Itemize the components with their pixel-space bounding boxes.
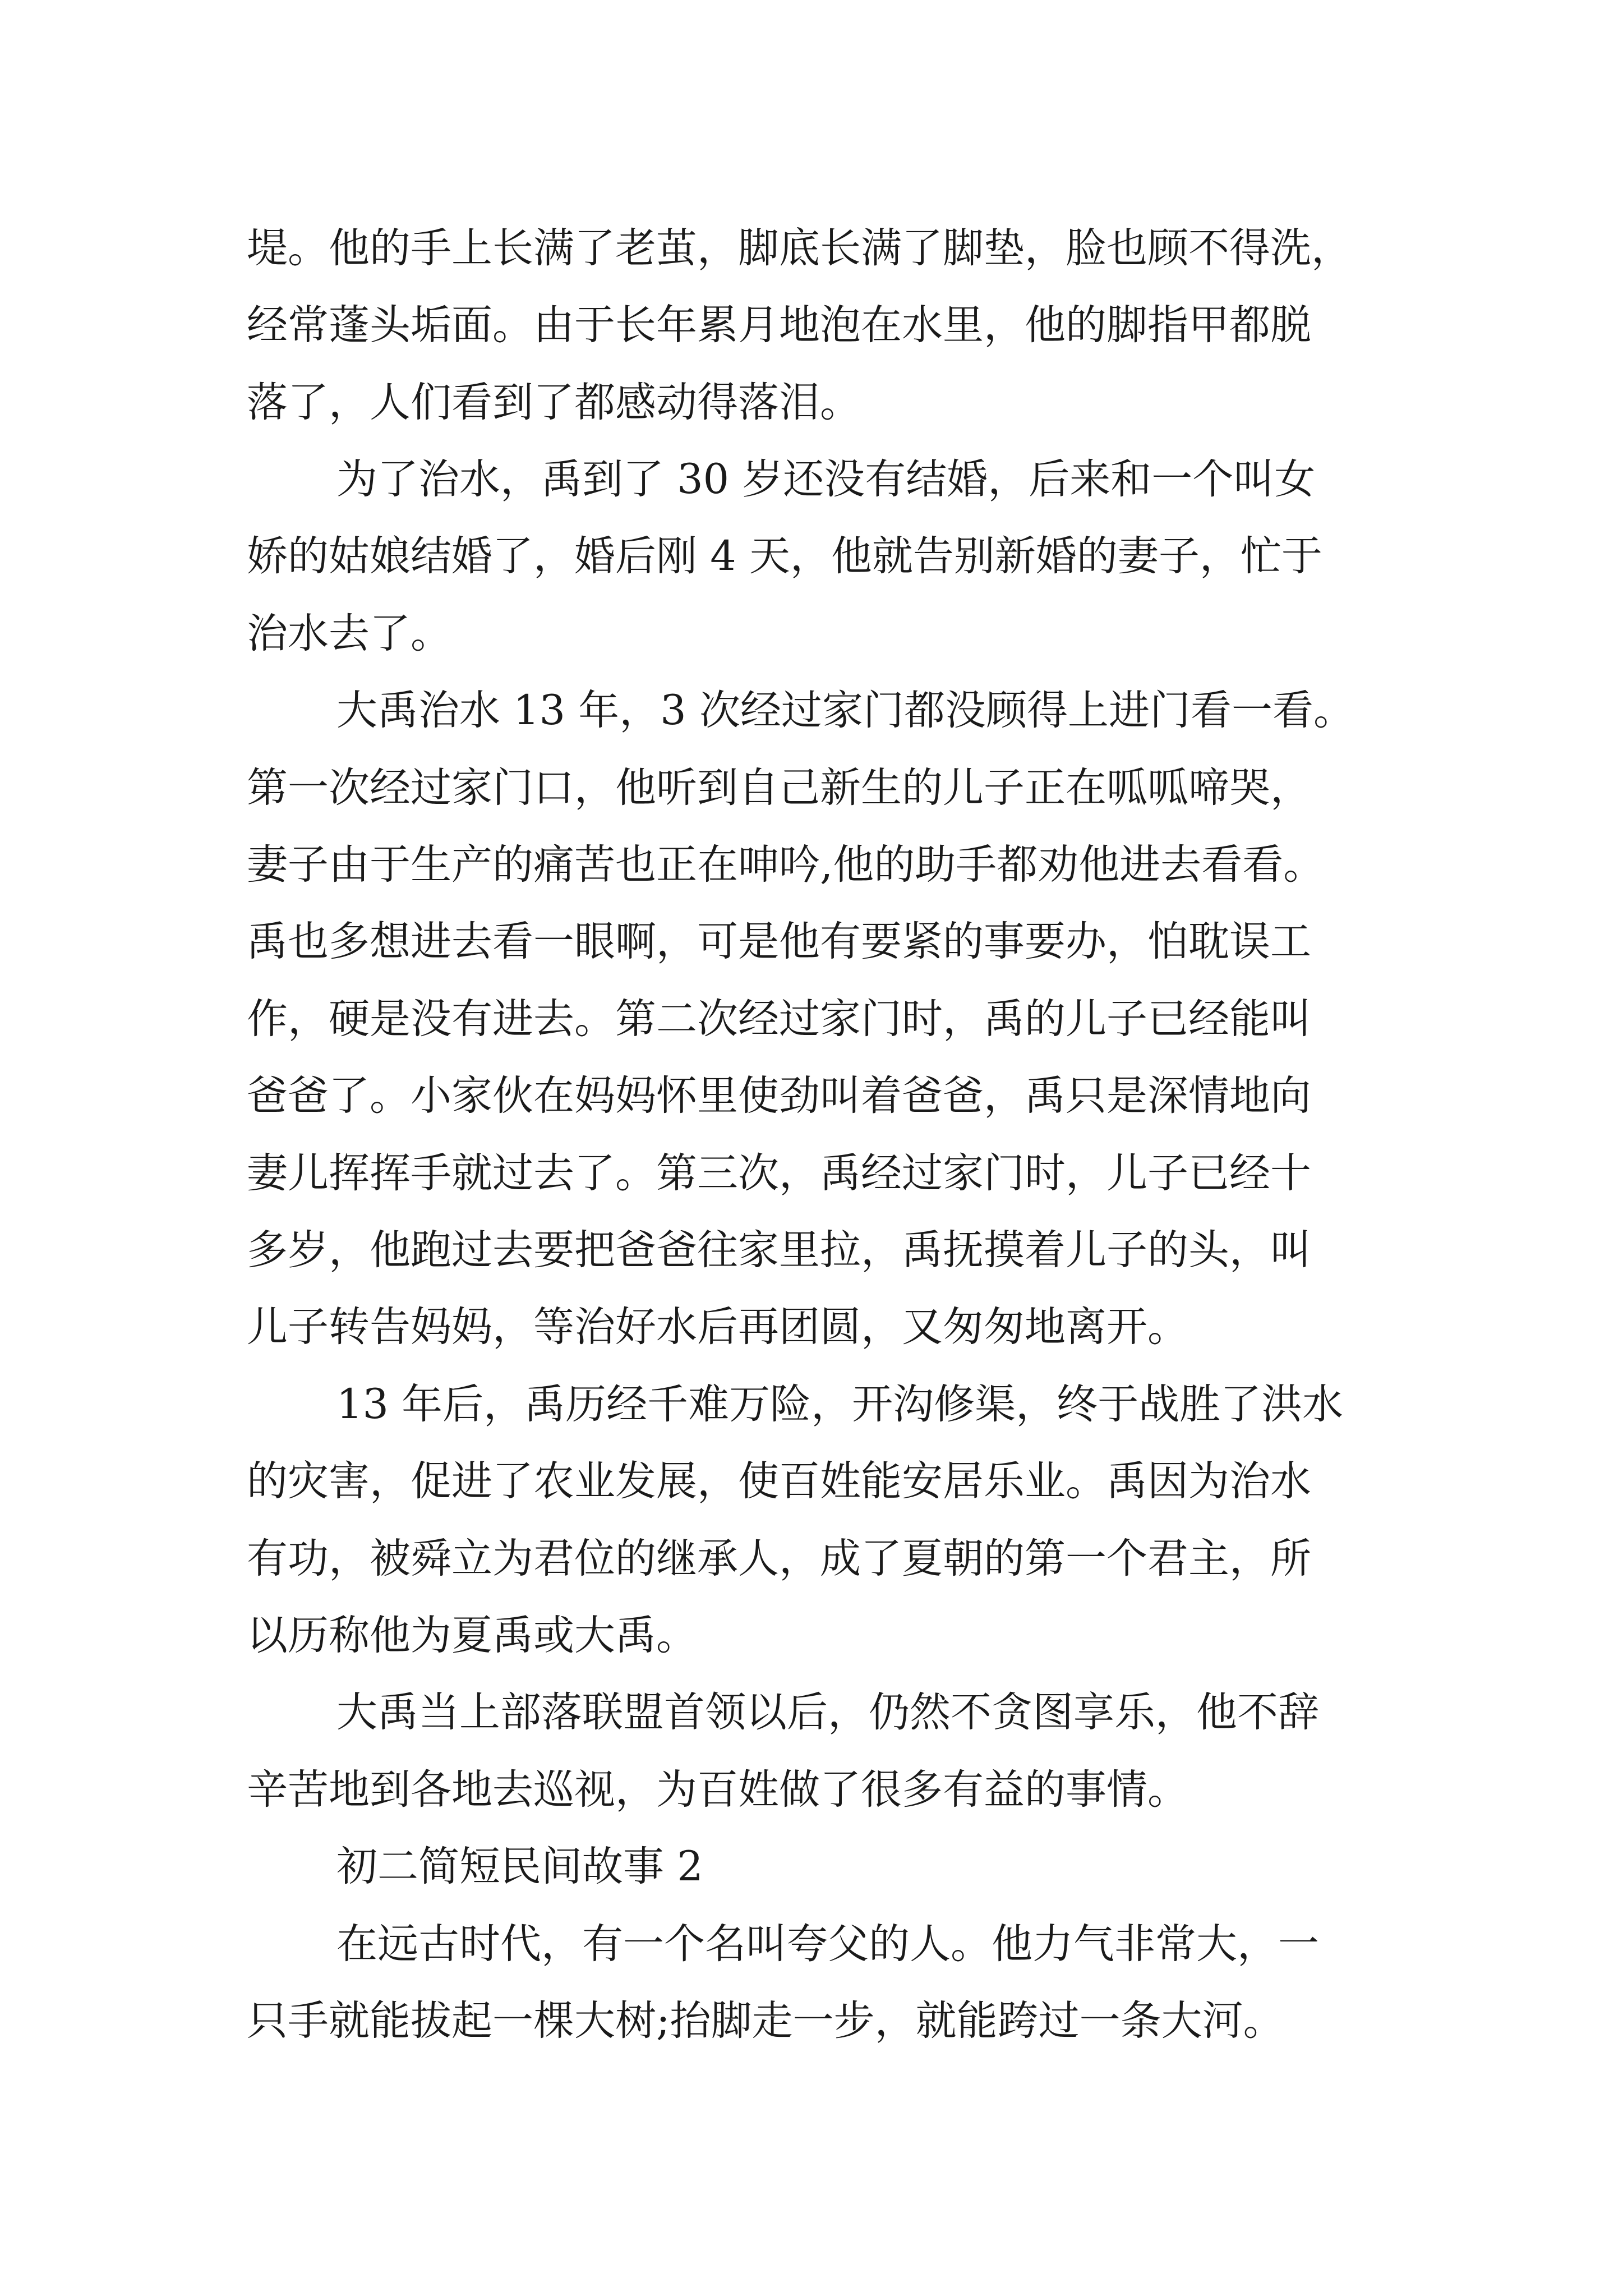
paragraph-first-line: 大禹当上部落联盟首领以后，仍然不贪图享乐，他不辞: [336, 1688, 1319, 1736]
text-line: 经常蓬头垢面。由于长年累月地泡在水里，他的脚指甲都脱: [247, 301, 1311, 349]
text-line: 多岁，他跑过去要把爸爸往家里拉，禹抚摸着儿子的头，叫: [247, 1226, 1311, 1274]
text-line: 娇的姑娘结婚了，婚后刚 4 天，他就告别新婚的妻子，忙于: [247, 532, 1322, 580]
text-line: 禹也多想进去看一眼啊，可是他有要紧的事要办，怕耽误工: [247, 918, 1311, 965]
paragraph-first-line: 13 年后，禹历经千难万险，开沟修渠，终于战胜了洪水: [336, 1381, 1344, 1428]
text-line: 妻儿挥挥手就过去了。第三次，禹经过家门时，儿子已经十: [247, 1149, 1311, 1197]
text-line: 有功，被舜立为君位的继承人，成了夏朝的第一个君主，所: [247, 1535, 1311, 1582]
text-line: 作，硬是没有进去。第二次经过家门时，禹的儿子已经能叫: [247, 995, 1311, 1043]
text-line: 只手就能拔起一棵大树;抬脚走一步，就能跨过一条大河。: [247, 1997, 1284, 2045]
text-line: 的灾害，促进了农业发展，使百姓能安居乐业。禹因为治水: [247, 1457, 1311, 1505]
text-line: 妻子由于生产的痛苦也正在呻吟,他的助手都劝他进去看看。: [247, 841, 1325, 889]
text-line: 治水去了。: [247, 610, 451, 657]
paragraph-first-line: 为了治水，禹到了 30 岁还没有结婚，后来和一个叫女: [336, 455, 1316, 503]
text-line: 以历称他为夏禹或大禹。: [247, 1612, 697, 1659]
text-line: 落了，人们看到了都感动得落泪。: [247, 379, 861, 426]
text-line: 爸爸了。小家伙在妈妈怀里使劲叫着爸爸，禹只是深情地向: [247, 1072, 1311, 1120]
text-line: 第一次经过家门口，他听到自己新生的儿子正在呱呱啼哭，: [247, 764, 1311, 812]
paragraph-first-line: 大禹治水 13 年，3 次经过家门都没顾得上进门看一看。: [336, 687, 1354, 734]
text-line: 堤。他的手上长满了老茧，脚底长满了脚垫，脸也顾不得洗，: [247, 224, 1352, 272]
section-heading: 初二简短民间故事 2: [336, 1843, 703, 1890]
paragraph-first-line: 在远古时代，有一个名叫夸父的人。他力气非常大，一: [336, 1920, 1319, 1968]
text-line: 辛苦地到各地去巡视，为百姓做了很多有益的事情。: [247, 1766, 1188, 1814]
text-line: 儿子转告妈妈，等治好水后再团圆，又匆匆地离开。: [247, 1303, 1188, 1351]
